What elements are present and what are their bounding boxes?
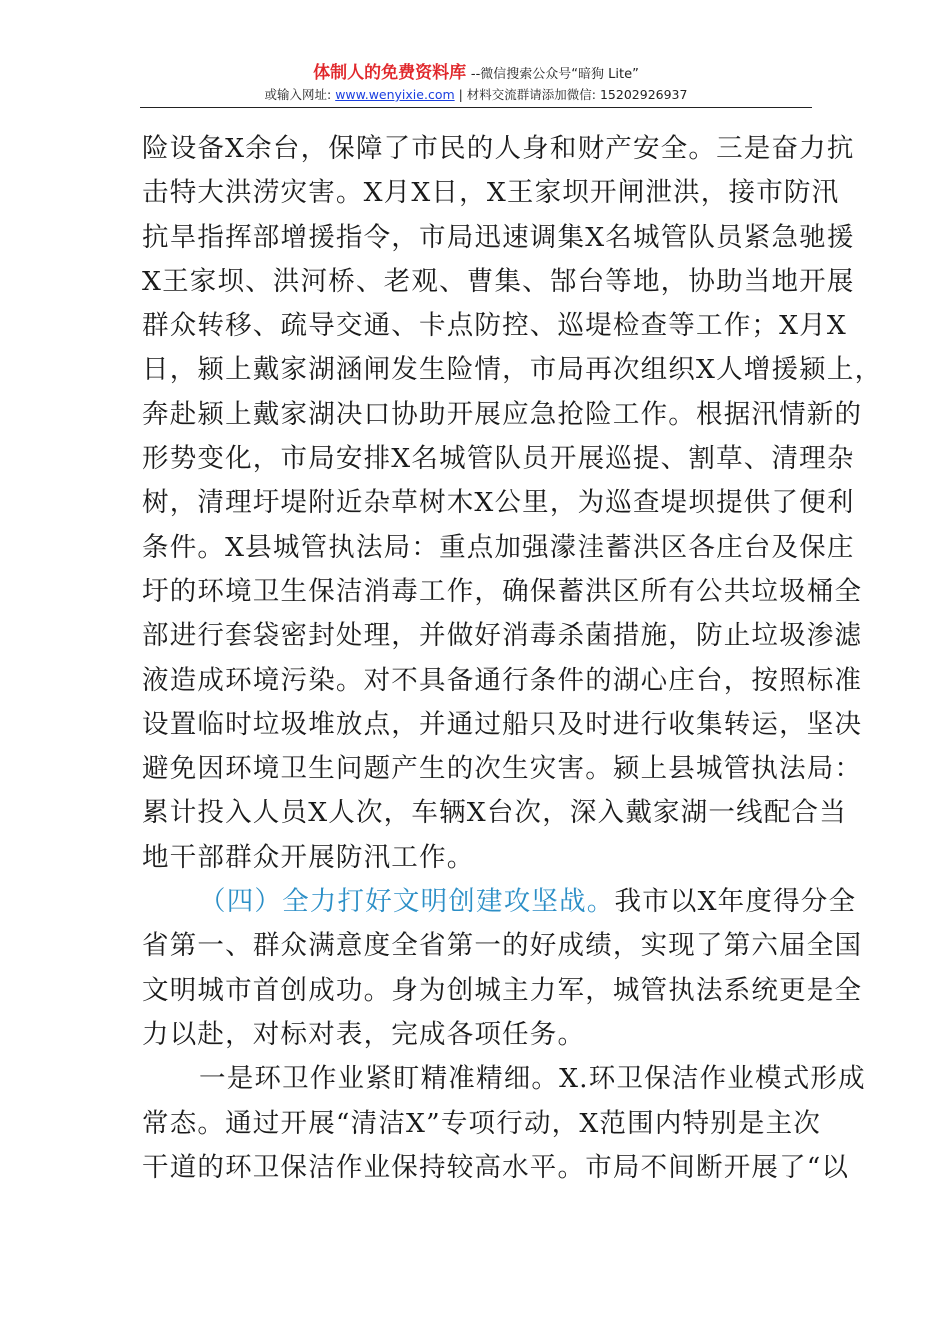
text-line: 常态。通过开展“清洁X”专项行动，X范围内特别是主次: [142, 1107, 822, 1139]
text-line: 日，颍上戴家湖涵闸发生险情，市局再次组织X人增援颍上，: [142, 354, 883, 386]
text-line: 条件。X县城管执法局：重点加强濛洼蓄洪区各庄台及保庄: [142, 531, 855, 563]
text-line: 省第一、群众满意度全省第一的好成绩，实现了第六届全国: [142, 930, 863, 962]
text-line: 群众转移、疏导交通、卡点防控、巡堤检查等工作；X月X: [142, 310, 847, 342]
section-heading: （四）全力打好文明创建攻坚战。: [199, 886, 615, 918]
text-line: 奔赴颍上戴家湖决口协助开展应急抢险工作。根据汛情新的: [142, 398, 863, 430]
text-line: 文明城市首创成功。身为创城主力军，城管执法系统更是全: [142, 974, 863, 1006]
text-line: 击特大洪涝灾害。X月X日，X王家坝开闸泄洪，接市防汛: [142, 177, 840, 209]
text-line: 树，清理圩堤附近杂草树木X公里，为巡查堤坝提供了便利: [142, 487, 855, 519]
document-header: [140, 62, 812, 104]
document-body: [142, 127, 883, 1190]
text-line: 力以赴，对标对表，完成各项任务。: [142, 1018, 586, 1050]
paragraph-flood-relief: [142, 127, 883, 880]
header-slogan: --微信搜索公众号“暗狗 Lite”: [470, 67, 639, 82]
text-line: 干道的环卫保洁作业保持较高水平。市局不间断开展了“以: [142, 1151, 850, 1183]
text-line: X王家坝、洪河桥、老观、曹集、郜台等地，协助当地开展: [142, 265, 855, 297]
text-line: 抗旱指挥部增援指令，市局迅速调集X名城管队员紧急驰援: [142, 221, 855, 253]
text-line: 部进行套袋密封处理，并做好消毒杀菌措施，防止垃圾渗滤: [142, 620, 863, 652]
text-line: 圩的环境卫生保洁消毒工作，确保蓄洪区所有公共垃圾桶全: [142, 575, 863, 607]
brand-title: 体制人的免费资料库: [313, 63, 467, 83]
paragraph-civilization-campaign: [142, 880, 863, 1057]
text-line: 一是环卫作业紧盯精准精细。X.环卫保洁作业模式形成: [199, 1063, 866, 1095]
header-contact-line: [140, 86, 812, 104]
website-link[interactable]: www.wenyixie.com: [335, 87, 455, 102]
header-divider: [140, 107, 812, 108]
text-line: 地干部群众开展防汛工作。: [142, 841, 475, 873]
text-line: 累计投入人员X人次，车辆X台次，深入戴家湖一线配合当: [142, 797, 847, 829]
text-line: [142, 880, 857, 924]
text-line: 避免因环境卫生问题产生的次生灾害。颍上县城管执法局：: [142, 753, 863, 785]
text-line: 形势变化，市局安排X名城管队员开展巡提、割草、清理杂: [142, 443, 855, 475]
text-line: 设置临时垃圾堆放点，并通过船只及时进行收集转运，坚决: [142, 708, 863, 740]
text-line: 险设备X余台，保障了市民的人身和财产安全。三是奋力抗: [142, 133, 855, 164]
header-banner: [140, 62, 812, 86]
text-line: 液造成环境污染。对不具备通行条件的湖心庄台，按照标准: [142, 664, 863, 696]
heading-line-rest: 我市以X年度得分全: [614, 886, 857, 918]
url-prefix: 或输入网址:: [264, 87, 336, 102]
contact-info: | 材料交流群请添加微信: 15202926937: [454, 87, 688, 102]
paragraph-sanitation: [142, 1057, 866, 1190]
